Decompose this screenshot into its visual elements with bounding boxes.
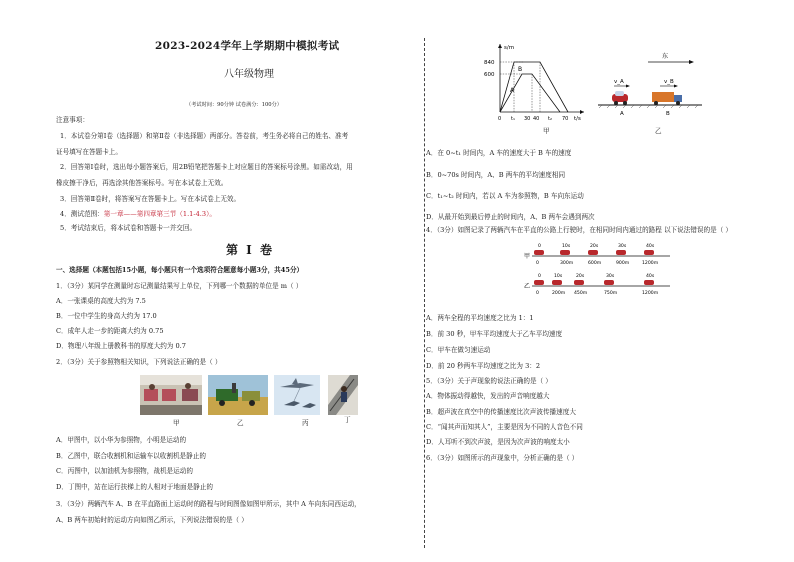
track-a-time: 20s	[590, 244, 599, 249]
q4-option-d: D．前 20 秒两车平均速度之比为 3：2	[426, 362, 541, 370]
truck-b-icon	[652, 92, 674, 102]
note-line: 证号填写在答题卡上。	[56, 148, 122, 156]
va-label: v_A	[614, 79, 624, 85]
track-b-distance: 1200m	[642, 291, 659, 296]
note-line: 3．回答第Ⅱ卷时，将答案写在答题卡上。写在本试卷上无效。	[60, 195, 241, 203]
car-a-label: A	[620, 111, 624, 117]
test-range-label: 4．测试范围：	[60, 210, 104, 218]
photo-label-ding: 丁	[344, 416, 351, 424]
note-line: 2．回答第Ⅰ卷时，选出每小题答案后，用2B铅笔把答题卡上对应题目的答案标号涂黑。如需改动，用	[60, 163, 353, 171]
photo-refueling-aircraft	[274, 375, 320, 415]
q5-option-d: D．人耳听不到次声波，是因为次声波的响度太小	[426, 438, 570, 446]
notes-heading: 注意事项：	[56, 116, 89, 124]
track-b-distance: 750m	[604, 291, 618, 296]
x-tick: 70	[562, 116, 569, 122]
q3-option-c: C．t₁~t₂ 时间内，若以 A 车为参照物，B 车向东运动	[426, 192, 584, 200]
q3-stem-line2: A、B 两车初始时的运动方向如图乙所示，下列说法错误的是（ ）	[56, 516, 248, 524]
x-tick: t₂	[548, 116, 552, 122]
q5-option-a: A．物体振动得越快，发出的声音响度越大	[426, 392, 550, 400]
track-b-time: 10s	[554, 274, 563, 279]
track-a-distance: 0	[536, 261, 539, 266]
q4-stem: 4．（3分）如图记录了两辆汽车在平直的公路上行驶时，在相同时间内通过的路程 以下说法错误的是（ ）	[426, 226, 732, 234]
exam-subject: 八年级物理	[224, 69, 274, 80]
track-b-time: 30s	[606, 274, 615, 279]
q5-option-b: B．超声波在真空中的传播速度比次声波传播速度大	[426, 408, 576, 416]
x-tick: 0	[498, 116, 502, 122]
note-line: 1．本试卷分第Ⅰ卷（选择题）和第Ⅱ卷（非选择题）两部分。答卷前，考生务必将自己的姓名、准考	[60, 132, 349, 140]
y-tick-840: 840	[484, 60, 495, 66]
photo-label-jia: 甲	[173, 419, 180, 427]
graph-caption-jia: 甲	[543, 127, 550, 135]
point-label-a: A	[510, 87, 515, 94]
track-a-distance: 600m	[588, 261, 602, 266]
east-label: 东	[662, 53, 669, 60]
q3-option-b: B．0~70s 时间内，A、B 两车的平均速度相同	[426, 171, 566, 179]
exam-title: 2023-2024学年上学期期中模拟考试	[155, 40, 340, 52]
q1-stem: 1．（3分）某同学在测量时忘记测量结果写上单位，下列哪一个数据的单位是 m（ ）	[56, 282, 303, 290]
q3-option-d: D．从最开始到最后停止的时间内，A、B 两车会遇到两次	[426, 213, 595, 221]
note-line: 5．考试结束后，将本试卷和答题卡一并交回。	[60, 224, 197, 232]
test-range: 第一章——第四章第三节（1.1-4.3）。	[103, 210, 216, 218]
track-a-distance: 300m	[560, 261, 574, 266]
track-b-label: 乙	[524, 283, 531, 290]
x-tick: t₁	[511, 116, 515, 122]
x-tick: 40	[533, 116, 540, 122]
q6-stem: 6．（3分）如图所示的声现象中，分析正确的是（ ）	[426, 454, 579, 462]
road-caption-yi: 乙	[655, 127, 662, 135]
track-a-distance: 1200m	[642, 261, 659, 266]
note-line	[60, 210, 216, 218]
track-a-time: 10s	[562, 244, 571, 249]
q1-option-b: B．一位中学生的身高大约为 17.0	[56, 312, 157, 320]
q2-option-b: B．乙图中，联合收割机和运输车以收割机是静止的	[56, 452, 206, 460]
q3-road-diagram	[596, 46, 706, 118]
track-a-label: 甲	[524, 253, 531, 260]
car-b-label: B	[666, 111, 670, 117]
x-axis-label: t/s	[574, 116, 581, 122]
track-b-distance: 450m	[574, 291, 588, 296]
vb-label: v_B	[664, 79, 674, 85]
q4-option-b: B．前 30 秒，甲车平均速度大于乙车平均速度	[426, 330, 563, 338]
x-tick: 30	[524, 116, 531, 122]
section-title: 第 Ⅰ 卷	[226, 243, 274, 257]
exam-info: （考试时间：90分钟 试卷满分：100分）	[186, 102, 282, 108]
photo-label-bing: 丙	[302, 419, 309, 427]
q5-option-c: C．“闻其声而知其人”，主要是因为不同的人音色不同	[426, 423, 583, 431]
track-b-distance: 200m	[552, 291, 566, 296]
q1-option-c: C．成年人走一步的距离大约为 0.75	[56, 327, 164, 335]
note-line: 橡皮擦干净后，再选涂其他答案标号。写在本试卷上无效。	[56, 179, 228, 187]
part-one-heading: 一、选择题（本题包括15小题，每小题只有一个选项符合题意每小题3分，共45分）	[56, 266, 304, 274]
q1-option-a: A．一张课桌的高度大约为 7.5	[56, 297, 146, 305]
q5-stem: 5．（3分）关于声现象的说法正确的是（ ）	[426, 377, 552, 385]
point-label-b: B	[518, 66, 523, 73]
track-a-time: 40s	[646, 244, 655, 249]
y-tick-600: 600	[484, 72, 495, 78]
track-a-time: 30s	[618, 244, 627, 249]
q4-option-a: A．两车全程的平均速度之比为 1：1	[426, 314, 534, 322]
q3-option-a: A．在 0~t₁ 时间内，A 车的速度大于 B 车的速度	[426, 149, 572, 157]
q2-option-a: A．甲图中，以小华为参照物，小明是运动的	[56, 436, 187, 444]
photo-train-interior	[140, 375, 202, 415]
track-a-time: 0	[538, 244, 541, 249]
q2-option-c: C．丙图中，以加油机为参照物，战机是运动的	[56, 467, 193, 475]
track-b-distance: 0	[536, 291, 539, 296]
photo-harvester	[208, 375, 268, 415]
q3-st-graph	[478, 40, 588, 126]
photo-escalator	[328, 375, 358, 415]
y-axis-label: s/m	[504, 45, 515, 51]
column-divider	[424, 38, 425, 548]
track-a-distance: 900m	[616, 261, 630, 266]
q3-stem-line1: 3．（3分）两辆汽车 A、B 在平直路面上运动时的路程与时间图像如图甲所示，其中 A 车向东同西运动，	[56, 500, 361, 508]
q4-option-c: C．甲车在做匀速运动	[426, 346, 491, 354]
track-b-time: 20s	[576, 274, 585, 279]
q1-option-d: D．物理八年级上册教科书的厚度大约为 0.7	[56, 342, 186, 350]
track-b-time: 0	[538, 274, 541, 279]
q2-option-d: D．丁图中，站在运行扶梯上的人相对于地面是静止的	[56, 483, 213, 491]
q2-stem: 2．（3分）关于参照物相关知识，下列说法正确的是（ ）	[56, 358, 222, 366]
track-b-time: 40s	[646, 274, 655, 279]
photo-label-yi: 乙	[237, 419, 244, 427]
q4-track-diagram	[524, 236, 674, 306]
